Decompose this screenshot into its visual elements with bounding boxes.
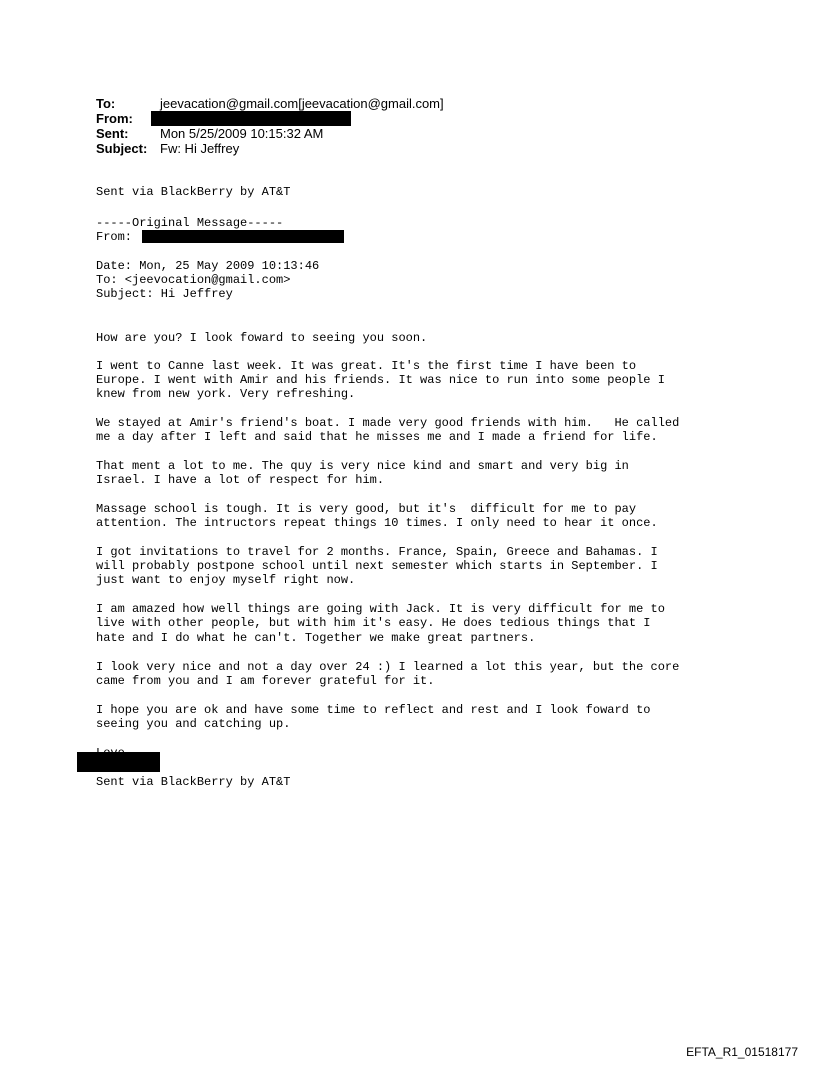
paragraph-1: How are you? I look foward to seeing you soon. <box>96 331 428 345</box>
paragraph-3-line-2: me a day after I left and said that he misses me and I made a friend for life. <box>96 430 658 444</box>
paragraph-2-line-1: I went to Canne last week. It was great. It's the first time I have been to <box>96 359 637 373</box>
sent-value: Mon 5/25/2009 10:15:32 AM <box>160 126 324 141</box>
to-value: jeevacation@gmail.com[jeevacation@gmail.com] <box>160 96 444 111</box>
original-subject: Subject: Hi Jeffrey <box>96 287 233 301</box>
from-label: From: <box>96 111 133 126</box>
paragraph-2-line-3: knew from new york. Very refreshing. <box>96 387 356 401</box>
signature-bottom: Sent via BlackBerry by AT&T <box>96 775 291 789</box>
paragraph-8-line-1: I look very nice and not a day over 24 :) I learned a lot this year, but the core <box>96 660 680 674</box>
paragraph-4-line-2: Israel. I have a lot of respect for him. <box>96 473 385 487</box>
paragraph-5-line-1: Massage school is tough. It is very good, but it's difficult for me to pay <box>96 502 637 516</box>
original-to: To: <jeevocation@gmail.com> <box>96 273 291 287</box>
paragraph-6-line-3: just want to enjoy myself right now. <box>96 573 356 587</box>
paragraph-7-line-1: I am amazed how well things are going with Jack. It is very difficult for me to <box>96 602 665 616</box>
paragraph-9-line-2: seeing you and catching up. <box>96 717 291 731</box>
paragraph-9-line-1: I hope you are ok and have some time to reflect and rest and I look foward to <box>96 703 651 717</box>
original-date: Date: Mon, 25 May 2009 10:13:46 <box>96 259 320 273</box>
signature-top: Sent via BlackBerry by AT&T <box>96 185 291 199</box>
redaction-header-from <box>151 111 351 126</box>
sent-label: Sent: <box>96 126 129 141</box>
paragraph-4-line-1: That ment a lot to me. The quy is very nice kind and smart and very big in <box>96 459 629 473</box>
paragraph-7-line-3: hate and I do what he can't. Together we make great partners. <box>96 631 536 645</box>
paragraph-7-line-2: live with other people, but with him it's easy. He does tedious things that I <box>96 616 651 630</box>
original-from-label: From: <box>96 230 133 244</box>
redaction-signature <box>77 752 160 772</box>
paragraph-6-line-1: I got invitations to travel for 2 months. France, Spain, Greece and Bahamas. I <box>96 545 658 559</box>
paragraph-2-line-2: Europe. I went with Amir and his friends. It was nice to run into some people I <box>96 373 665 387</box>
paragraph-5-line-2: attention. The intructors repeat things 10 times. I only need to hear it once. <box>96 516 658 530</box>
original-message-divider: -----Original Message----- <box>96 216 284 230</box>
paragraph-6-line-2: will probably postpone school until next semester which starts in September. I <box>96 559 658 573</box>
document-id: EFTA_R1_01518177 <box>686 1045 798 1059</box>
paragraph-3-line-1: We stayed at Amir's friend's boat. I made very good friends with him. He called <box>96 416 680 430</box>
paragraph-8-line-2: came from you and I am forever grateful for it. <box>96 674 435 688</box>
subject-label: Subject: <box>96 141 148 156</box>
to-label: To: <box>96 96 116 111</box>
redaction-original-from <box>142 230 344 243</box>
subject-value: Fw: Hi Jeffrey <box>160 141 240 156</box>
